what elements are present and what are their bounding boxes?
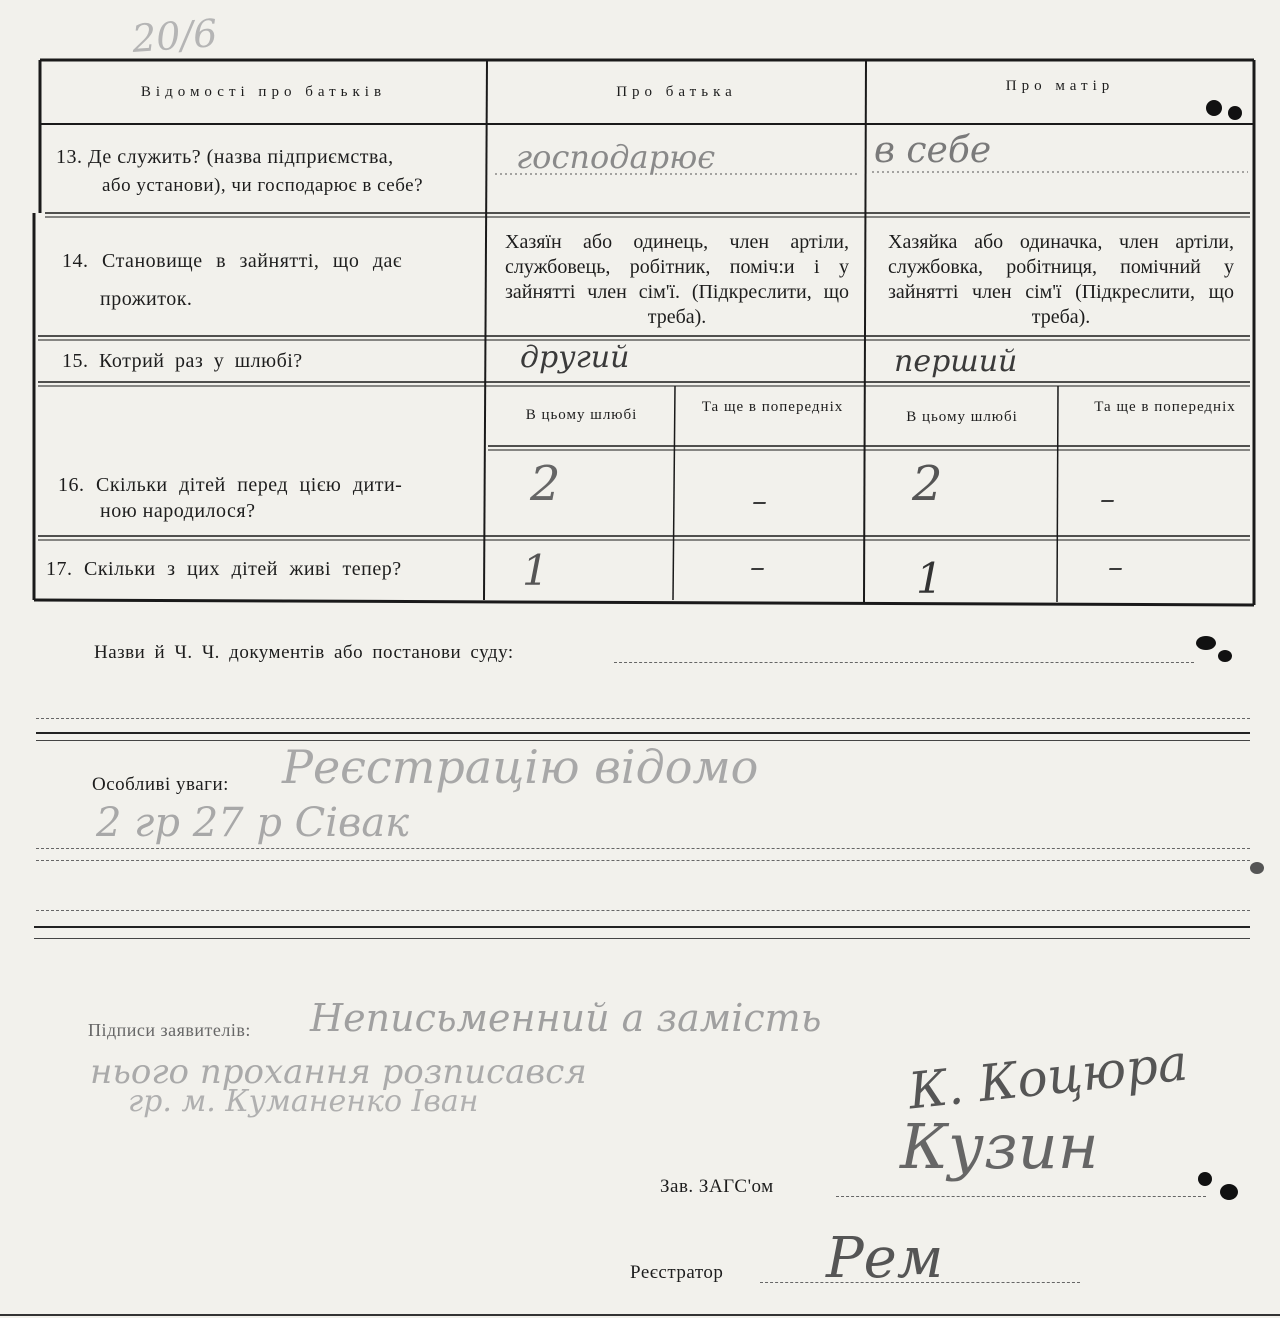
ink-blot [1218, 650, 1232, 662]
registrar-signature: Рем [826, 1226, 944, 1291]
row14-question-line1: 14. Становище в зайнятті, що дає [62, 250, 402, 272]
corner-note: 20/6 [130, 11, 219, 61]
row14-mother-options: Хазяйка або одиначка, член артіли, службовка, робітниця, помічний у зайнятті член сім'ї (Підкреслити, що треба). [888, 231, 1234, 328]
ink-blot [1206, 100, 1222, 116]
row13-father-answer: господарює [516, 138, 716, 176]
row17-mother-this: 1 [916, 554, 943, 603]
row16-mother-prev: – [1100, 482, 1115, 517]
section-rule [34, 938, 1250, 939]
signatures-label: Підписи заявителів: [88, 1020, 251, 1040]
ink-blot [1220, 1184, 1238, 1200]
head-of-registry-label: Зав. ЗАГС'ом [660, 1176, 774, 1197]
notes-label: Особливі уваги: [92, 774, 229, 795]
subheader-father-this-marriage: В цьому шлюбі [525, 407, 638, 423]
applicant-signature: К. Коцюра [905, 1033, 1191, 1121]
subheader-mother-this-marriage: В цьому шлюбі [906, 409, 1018, 425]
section-rule [36, 732, 1250, 734]
ink-blot [1196, 636, 1216, 650]
row13-question-line2: або установи), чи господарює в себе? [102, 175, 424, 196]
row15-father-answer: другий [520, 340, 630, 375]
subheader-father-previous: Та ще в попередніх [701, 399, 844, 415]
row15-mother-answer: перший [894, 344, 1018, 379]
signatures-handwriting-line2: нього прохання розписався [90, 1052, 587, 1092]
ink-blot [1198, 1172, 1212, 1186]
row16-mother-this: 2 [912, 456, 943, 512]
signatures-handwriting-line1: Неписьменний а замість [310, 996, 822, 1040]
head-of-registry-signature: Кузин [900, 1110, 1099, 1183]
row17-father-this: 1 [522, 546, 549, 595]
documents-line [614, 662, 1194, 663]
notes-line [36, 910, 1250, 911]
row17-mother-prev: – [1108, 550, 1123, 585]
row16-question-line1: 16. Скільки дітей перед цією дити- [58, 474, 403, 496]
notes-line [36, 860, 1250, 861]
ink-blot [1250, 862, 1264, 874]
row15-question: 15. Котрий раз у шлюбі? [62, 350, 303, 372]
ink-blot [1228, 106, 1242, 120]
row16-father-prev: – [752, 484, 767, 519]
head-signature-line [836, 1196, 1206, 1197]
row13-mother-answer: в себе [874, 130, 992, 171]
documents-line [36, 718, 1250, 719]
signatures-handwriting-line3: гр. м. Куманенко Іван [128, 1084, 479, 1119]
header-parents-info: Відомості про батьків [140, 84, 387, 100]
row16-question-line2: ною народилося? [100, 500, 256, 522]
notes-handwriting-line2: 2 гр 27 р Сівак [96, 800, 410, 846]
bottom-rule [0, 1314, 1280, 1316]
row17-question: 17. Скільки з цих дітей живі тепер? [46, 558, 402, 580]
subheader-mother-previous: Та ще в попередніх [1094, 399, 1236, 415]
documents-label: Назви й Ч. Ч. документів або постанови суду: [94, 642, 514, 663]
notes-line [36, 848, 1250, 849]
row14-question-line2: прожиток. [100, 288, 193, 310]
header-mother: Про матір [1005, 78, 1115, 94]
row16-father-this: 2 [530, 456, 561, 512]
row13-question-line1: 13. Де служить? (назва підприємства, [56, 146, 394, 168]
registrar-label: Реєстратор [630, 1262, 724, 1283]
header-father: Про батька [616, 84, 737, 100]
row14-father-options: Хазяїн або одинець, член артіли, службовець, робітник, поміч:и і у зайнятті член сім'ї. (Підкреслити, що треба). [505, 231, 849, 328]
section-rule [34, 926, 1250, 928]
row17-father-prev: – [750, 550, 765, 585]
notes-handwriting-line1: Реєстрацію відомо [282, 740, 759, 794]
